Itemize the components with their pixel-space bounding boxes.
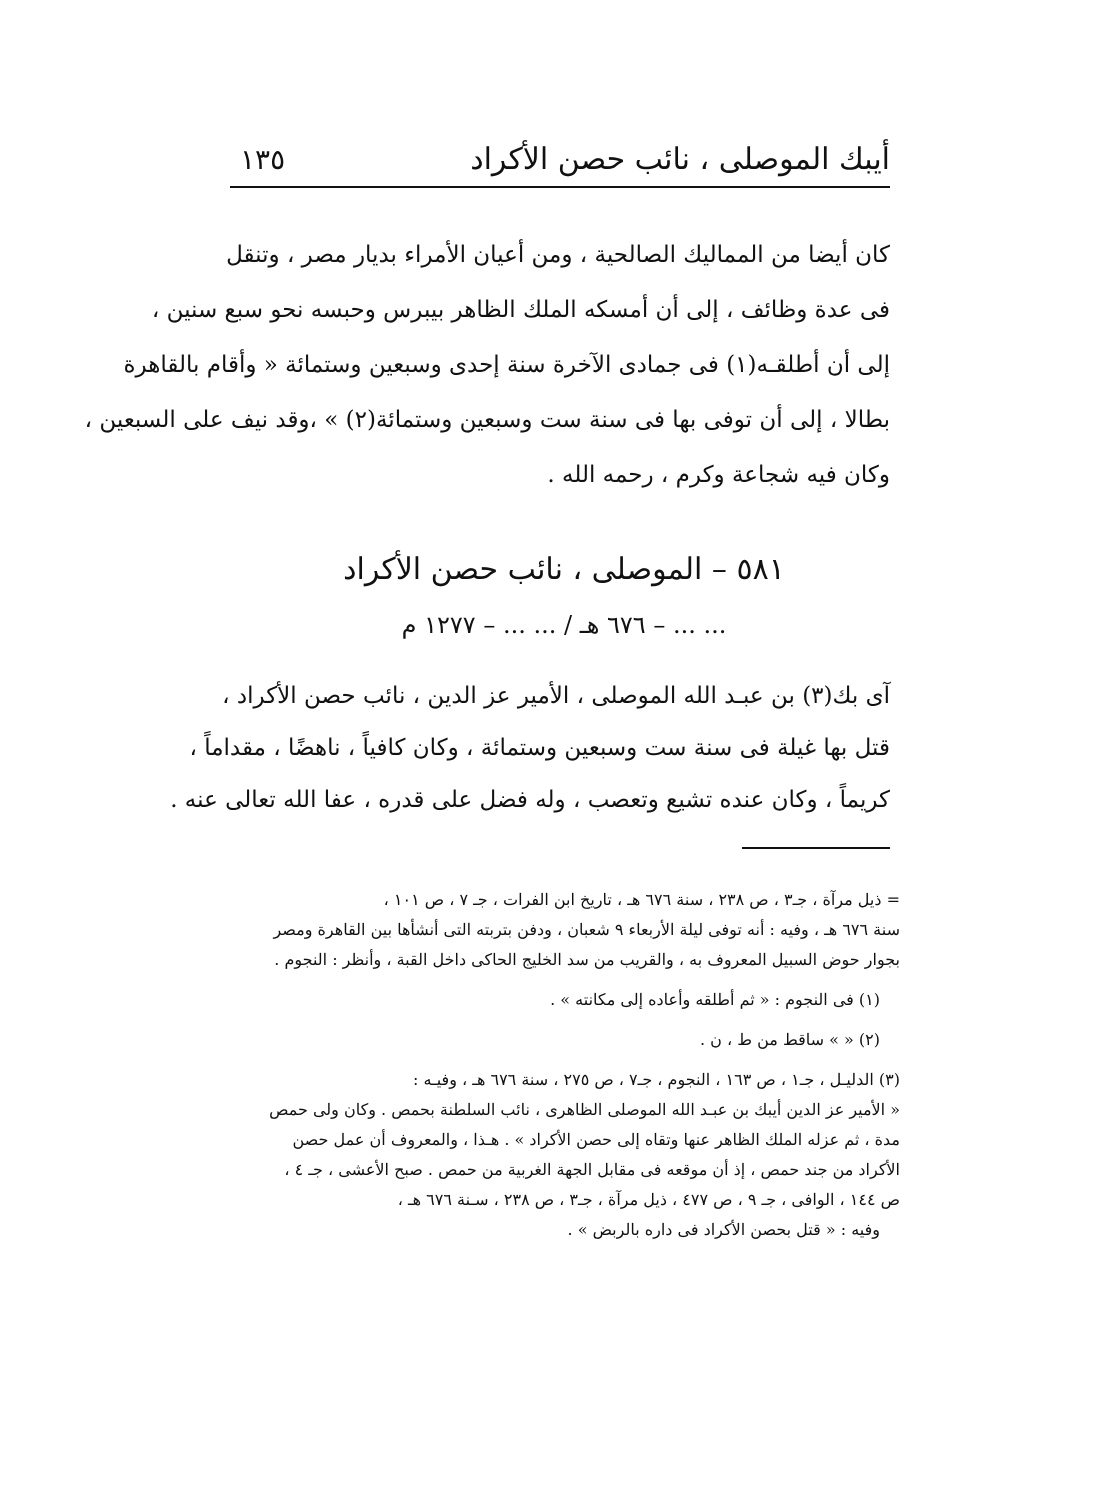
footnote-1: (١) فى النجوم : « ثم أطلقه وأعاده إلى مكانته » . (550, 990, 880, 1009)
footnote-3-line: وفيه : « قتل بحصن الأكراد فى داره بالربض » . (567, 1220, 880, 1239)
entry-heading: ٥٨١ – الموصلى ، نائب حصن الأكراد (343, 552, 785, 587)
paragraph-1 (84, 228, 890, 503)
footnote-3-line: مدة ، ثم عزله الملك الظاهر عنها وتقاه إلى حصن الأكراد » . هـذا ، والمعروف أن عمل حصن (292, 1130, 900, 1149)
footnotes (228, 885, 900, 1245)
footnote-3-line: « الأمير عز الدين أيبك بن عبـد الله الموصلى الظاهرى ، نائب السلطنة بحمص . وكان ولى حمص (269, 1100, 900, 1119)
footnote-rule (742, 847, 890, 849)
text-line: آى بك(٣) بن عبـد الله الموصلى ، الأمير عز الدين ، نائب حصن الأكراد ، (222, 683, 890, 709)
text-line: فى عدة وظائف ، إلى أن أمسكه الملك الظاهر بيبرس وحبسه نحو سبع سنين ، (151, 297, 890, 323)
footnote-continuation-line: = ذيل مرآة ، جـ٣ ، ص ٢٣٨ ، سنة ٦٧٦ هـ ، تاريخ ابن الفرات ، جـ ٧ ، ص ١٠١ ، (383, 890, 900, 909)
footnote-continuation-line: سنة ٦٧٦ هـ ، وفيه : أنه توفى ليلة الأربعاء ٩ شعبان ، ودفن بتربته التى أنشأها بين القاهرة ومصر (273, 920, 900, 939)
running-title: أيبك الموصلى ، نائب حصن الأكراد (470, 142, 890, 177)
footnote-3-line: الأكراد من جند حمص ، إذ أن موقعه فى مقابل الجهة الغربية من حمص . صبح الأعشى ، جـ ٤ ، (284, 1160, 900, 1179)
footnote-2: (٢) « » ساقط من ط ، ن . (699, 1030, 880, 1049)
paragraph-2 (170, 670, 890, 826)
text-line: إلى أن أطلقـه(١) فى جمادى الآخرة سنة إحدى وسبعين وستمائة « وأقام بالقاهرة (123, 352, 890, 378)
text-line: وكان فيه شجاعة وكرم ، رحمه الله . (547, 462, 890, 488)
footnote-3-line: (٣) الدليـل ، جـ١ ، ص ١٦٣ ، النجوم ، جـ٧ ، ص ٢٧٥ ، سنة ٦٧٦ هـ ، وفيـه : (412, 1070, 900, 1089)
text-line: كريماً ، وكان عنده تشيع وتعصب ، وله فضل على قدره ، عفا الله تعالى عنه . (170, 787, 890, 813)
running-header (230, 138, 890, 188)
header-rule (230, 186, 890, 188)
footnote-3-line: ص ١٤٤ ، الوافى ، جـ ٩ ، ص ٤٧٧ ، ذيل مرآة ، جـ٣ ، ص ٢٣٨ ، سـنة ٦٧٦ هـ ، (397, 1190, 900, 1209)
text-line: قتل بها غيلة فى سنة ست وسبعين وستمائة ، وكان كافياً ، ناهضًا ، مقداماً ، (189, 735, 890, 761)
entry-dates: ... ... – ٦٧٦ هـ / ... ... – ١٢٧٧ م (401, 611, 727, 639)
text-line: بطالا ، إلى أن توفى بها فى سنة ست وسبعين وستمائة(٢) » ،وقد نيف على السبعين ، (84, 407, 890, 433)
footnote-continuation-line: بجوار حوض السبيل المعروف به ، والقريب من سد الخليج الحاكى داخل القبة ، وأنظر : النجوم . (274, 950, 900, 969)
page-number: ١٣٥ (240, 143, 286, 176)
text-line: كان أيضا من المماليك الصالحية ، ومن أعيان الأمراء بديار مصر ، وتنقل (226, 242, 890, 268)
